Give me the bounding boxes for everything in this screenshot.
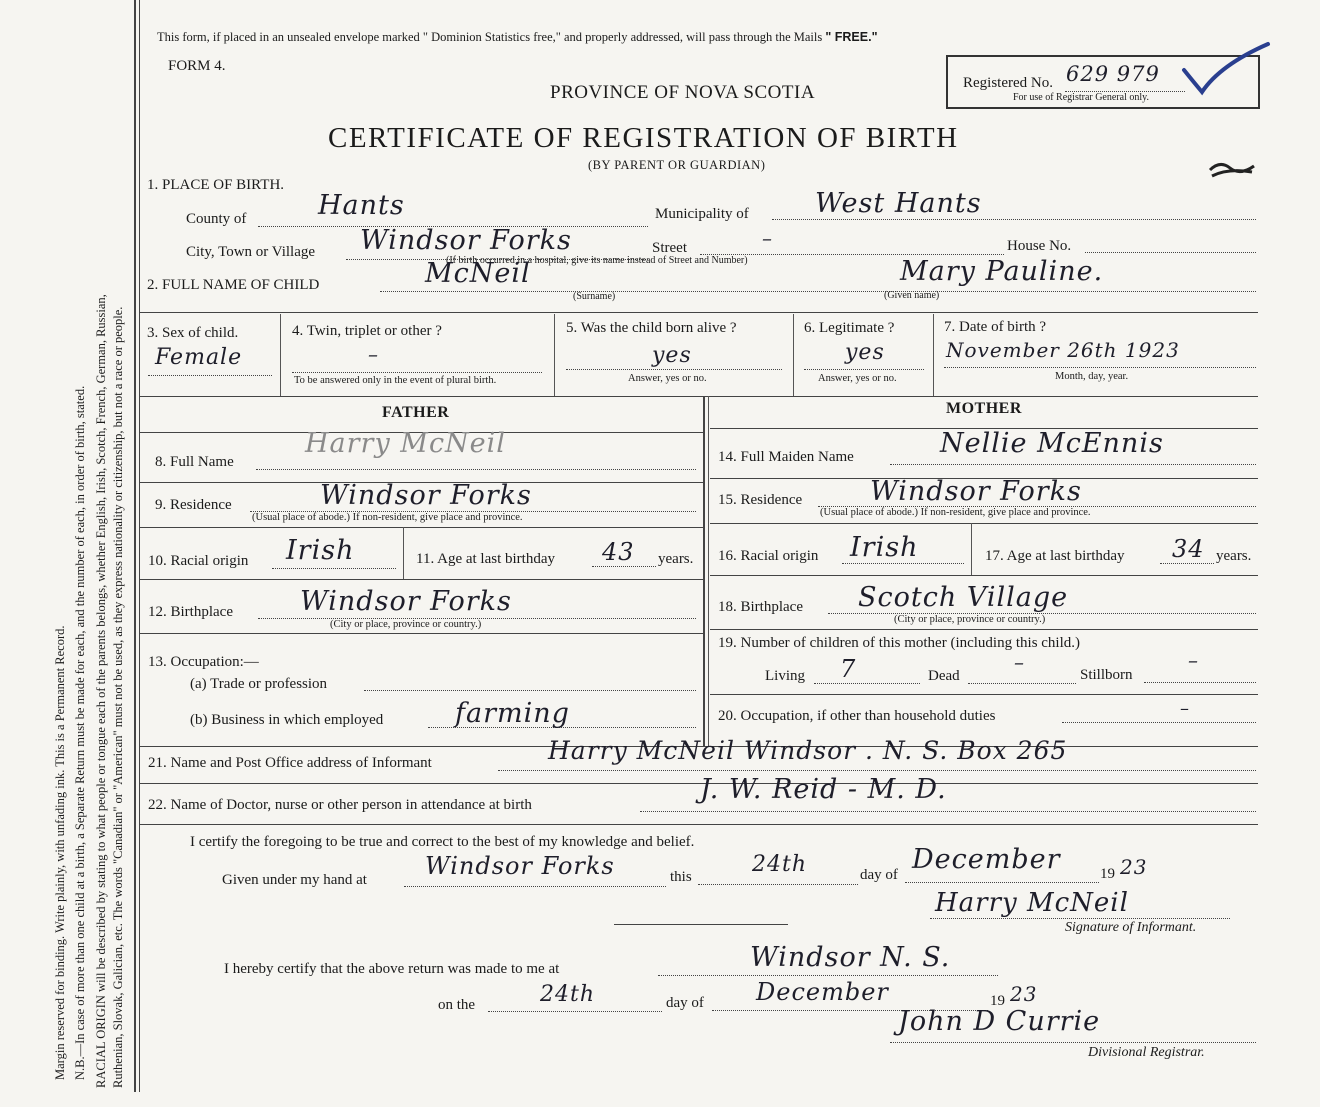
twin-label: 4. Twin, triplet or other ? bbox=[292, 323, 442, 339]
dob-value: November 26th 1923 bbox=[946, 338, 1180, 362]
legitimate-value: yes bbox=[845, 340, 885, 365]
municipality-label: Municipality of bbox=[655, 206, 749, 222]
hospital-note: (If birth occurred in a hospital, give its name instead of Street and Number) bbox=[446, 255, 748, 266]
given-under-label: Given under my hand at bbox=[222, 872, 367, 888]
city-label: City, Town or Village bbox=[186, 244, 316, 260]
alive-value: yes bbox=[652, 343, 692, 368]
province-title: PROVINCE OF NOVA SCOTIA bbox=[550, 82, 816, 103]
legitimate-note: Answer, yes or no. bbox=[818, 373, 897, 384]
child-given-caption: (Given name) bbox=[884, 290, 940, 301]
certificate-subtitle: (BY PARENT OR GUARDIAN) bbox=[588, 158, 766, 172]
mother-birthplace-label: 18. Birthplace bbox=[718, 599, 803, 615]
informant-label: 21. Name and Post Office address of Informant bbox=[148, 755, 432, 771]
mother-birthplace-value: Scotch Village bbox=[858, 582, 1069, 613]
sex-value: Female bbox=[155, 345, 243, 370]
registrar-place-value: Windsor N. S. bbox=[750, 942, 951, 973]
mother-racial-label: 16. Racial origin bbox=[718, 548, 819, 564]
sex-label: 3. Sex of child. bbox=[147, 325, 239, 341]
mail-note: This form, if placed in an unsealed envelope marked " Dominion Statistics free," and properly addressed, will pass through the Mails " FREE." bbox=[157, 30, 878, 44]
registrar-statement: I hereby certify that the above return was made to me at bbox=[224, 961, 560, 977]
scribble-mark-icon bbox=[1208, 156, 1258, 180]
municipality-value: West Hants bbox=[815, 188, 982, 219]
margin-note-racial-origin: RACIAL ORIGIN will be described by stating to what people or tongue each of the parents belongs, whether English, Irish, Scotch, French, German, Russian, bbox=[94, 294, 108, 1088]
binding-border-inner bbox=[139, 0, 140, 1092]
certify-statement: I certify the foregoing to be true and correct to the best of my knowledge and belief. bbox=[190, 834, 695, 850]
margin-note-racial-origin-cont: Ruthenian, Slovak, Galician, etc. The words "Canadian" or "American" must not be used, as they express nationality or citizenship, but not a race or people. bbox=[111, 306, 125, 1088]
year-prefix: 19 bbox=[1100, 866, 1115, 882]
registrar-year-prefix: 19 bbox=[990, 993, 1005, 1009]
father-racial-value: Irish bbox=[286, 535, 355, 566]
registrar-day-value: 24th bbox=[540, 982, 596, 1007]
child-given-value: Mary Pauline. bbox=[900, 256, 1104, 287]
street-label: Street bbox=[652, 240, 687, 256]
dob-label: 7. Date of birth ? bbox=[944, 319, 1047, 335]
place-of-birth-label: 1. PLACE OF BIRTH. bbox=[147, 177, 285, 193]
this-label: this bbox=[670, 869, 692, 885]
child-surname-caption: (Surname) bbox=[573, 291, 616, 302]
mother-residence-note: (Usual place of abode.) If non-resident, give place and province. bbox=[820, 507, 1091, 518]
stillborn-value: – bbox=[1188, 648, 1199, 672]
year-value: 23 bbox=[1120, 855, 1148, 879]
business-label: (b) Business in which employed bbox=[190, 712, 384, 728]
registrar-year-value: 23 bbox=[1010, 982, 1038, 1006]
dead-value: – bbox=[1014, 650, 1025, 674]
mother-name-label: 14. Full Maiden Name bbox=[718, 449, 854, 465]
mother-heading: MOTHER bbox=[946, 400, 1022, 417]
father-age-unit: years. bbox=[658, 551, 694, 567]
day-of-label: day of bbox=[860, 867, 898, 883]
legitimate-label: 6. Legitimate ? bbox=[804, 320, 895, 336]
child-surname-value: McNeil bbox=[425, 258, 531, 289]
margin-note-separate-return: N.B.—In case of more than one child at a birth, a Separate Return must be made for each, and the number of each, in order of birth, stated. bbox=[73, 385, 87, 1080]
mother-residence-value: Windsor Forks bbox=[870, 476, 1082, 507]
mother-name-value: Nellie McEnnis bbox=[940, 428, 1164, 459]
father-name-value: Harry McNeil bbox=[305, 428, 506, 459]
trade-label: (a) Trade or profession bbox=[190, 676, 328, 692]
living-value: 7 bbox=[840, 655, 857, 683]
mother-age-label: 17. Age at last birthday bbox=[985, 548, 1125, 564]
city-value: Windsor Forks bbox=[360, 225, 572, 256]
certificate-title: CERTIFICATE OF REGISTRATION OF BIRTH bbox=[328, 122, 959, 154]
margin-note-binding: Margin reserved for binding. Write plainly, with unfading ink. This is a Permanent Record. bbox=[53, 625, 67, 1080]
parents-divider bbox=[703, 396, 705, 746]
child-name-label: 2. FULL NAME OF CHILD bbox=[147, 277, 320, 293]
binding-border-outer bbox=[134, 0, 136, 1092]
registered-number: 629 979 bbox=[1066, 62, 1160, 86]
registrar-note: For use of Registrar General only. bbox=[1013, 92, 1149, 103]
father-heading: FATHER bbox=[382, 404, 450, 421]
father-birthplace-note: (City or place, province or country.) bbox=[330, 619, 482, 630]
father-age-label: 11. Age at last birthday bbox=[416, 551, 555, 567]
mother-age-value: 34 bbox=[1172, 535, 1205, 563]
twin-value: – bbox=[368, 342, 379, 366]
informant-signature: Harry McNeil bbox=[935, 888, 1129, 918]
registrar-signature: John D Currie bbox=[898, 1006, 1101, 1037]
doctor-value: J. W. Reid - M. D. bbox=[700, 774, 947, 805]
father-residence-value: Windsor Forks bbox=[320, 480, 532, 511]
county-label: County of bbox=[186, 211, 247, 227]
registrar-signature-caption: Divisional Registrar. bbox=[1088, 1045, 1205, 1060]
street-value: – bbox=[762, 226, 773, 250]
on-the-label: on the bbox=[438, 997, 476, 1013]
mail-note-free: " FREE." bbox=[825, 30, 878, 44]
father-birthplace-value: Windsor Forks bbox=[300, 586, 512, 617]
month-value: December bbox=[912, 844, 1061, 875]
dead-label: Dead bbox=[928, 668, 960, 684]
informant-value: Harry McNeil Windsor . N. S. Box 265 bbox=[548, 736, 1068, 765]
form-number: FORM 4. bbox=[168, 58, 226, 74]
informant-signature-caption: Signature of Informant. bbox=[1065, 920, 1197, 935]
mother-age-unit: years. bbox=[1216, 548, 1252, 564]
father-birthplace-label: 12. Birthplace bbox=[148, 604, 233, 620]
mother-occupation-value: – bbox=[1180, 698, 1190, 719]
father-residence-label: 9. Residence bbox=[155, 497, 232, 513]
doctor-label: 22. Name of Doctor, nurse or other person in attendance at birth bbox=[148, 797, 532, 813]
county-value: Hants bbox=[318, 190, 405, 221]
father-age-value: 43 bbox=[602, 538, 635, 566]
registered-label: Registered No. bbox=[963, 75, 1053, 91]
mother-occupation-label: 20. Occupation, if other than household duties bbox=[718, 708, 996, 724]
children-count-label: 19. Number of children of this mother (including this child.) bbox=[718, 635, 1081, 651]
mother-racial-value: Irish bbox=[850, 532, 919, 563]
father-residence-note: (Usual place of abode.) If non-resident, give place and province. bbox=[252, 512, 523, 523]
twin-note: To be answered only in the event of plural birth. bbox=[294, 375, 497, 386]
signature-line bbox=[614, 924, 788, 925]
business-value: farming bbox=[455, 698, 570, 729]
registrar-month-value: December bbox=[756, 978, 889, 1006]
given-place-value: Windsor Forks bbox=[425, 852, 615, 880]
house-number-label: House No. bbox=[1007, 238, 1072, 254]
mother-birthplace-note: (City or place, province or country.) bbox=[894, 614, 1046, 625]
alive-label: 5. Was the child born alive ? bbox=[566, 320, 737, 336]
father-occupation-label: 13. Occupation:— bbox=[148, 654, 259, 670]
father-racial-label: 10. Racial origin bbox=[148, 553, 249, 569]
registrar-day-of-label: day of bbox=[666, 995, 704, 1011]
mother-residence-label: 15. Residence bbox=[718, 492, 803, 508]
checkmark-icon bbox=[1180, 40, 1275, 100]
day-value: 24th bbox=[752, 852, 808, 877]
dob-note: Month, day, year. bbox=[1055, 371, 1129, 382]
alive-note: Answer, yes or no. bbox=[628, 373, 707, 384]
stillborn-label: Stillborn bbox=[1080, 667, 1133, 683]
father-name-label: 8. Full Name bbox=[155, 454, 234, 470]
living-label: Living bbox=[765, 668, 805, 684]
